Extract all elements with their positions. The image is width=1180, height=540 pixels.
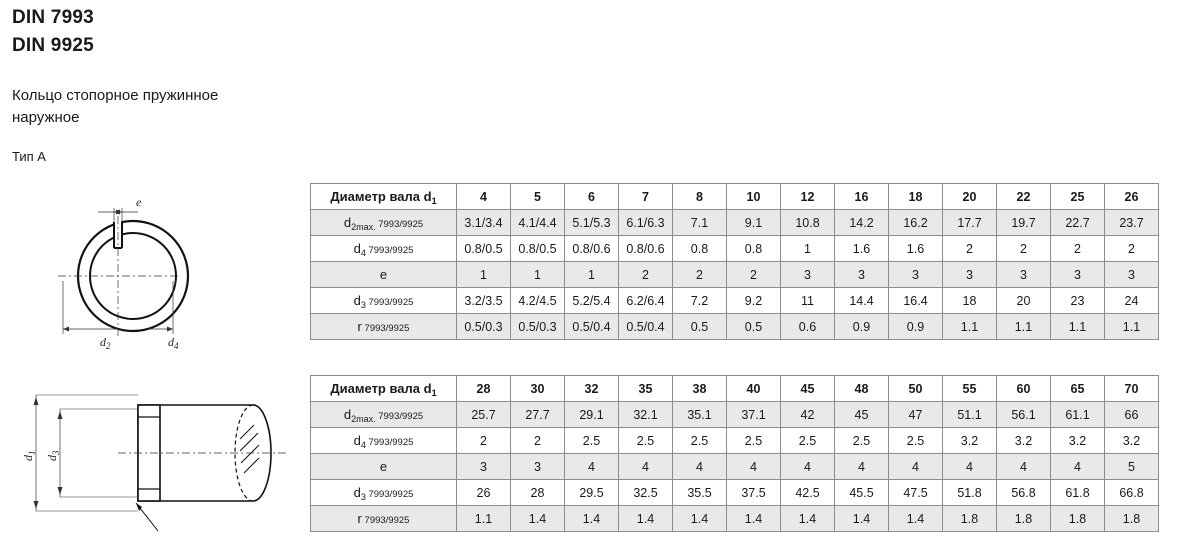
- table-cell: 1: [511, 262, 565, 288]
- table-row: [311, 480, 1159, 506]
- table-cell: 0.9: [889, 314, 943, 340]
- table-cell: 32.5: [619, 480, 673, 506]
- table-cell: 3.2: [943, 428, 997, 454]
- shaft-section-drawing: [18, 375, 298, 535]
- retaining-ring-front-view-drawing: [18, 186, 298, 366]
- table-cell: 0.8: [673, 236, 727, 262]
- table-cell: 10.8: [781, 210, 835, 236]
- table-cell: 61.1: [1051, 402, 1105, 428]
- table-cell: 24: [1105, 288, 1159, 314]
- table-cell: 5.2/5.4: [565, 288, 619, 314]
- table-header-cell: 32: [565, 376, 619, 402]
- table-cell: 66: [1105, 402, 1159, 428]
- table-header-cell: 26: [1105, 184, 1159, 210]
- table-header-cell: 16: [835, 184, 889, 210]
- table-cell: 1.4: [835, 506, 889, 532]
- table-cell: 18: [943, 288, 997, 314]
- table-cell: 0.6: [781, 314, 835, 340]
- table-cell: 2: [619, 262, 673, 288]
- table-cell: 2: [1105, 236, 1159, 262]
- table-row: [311, 236, 1159, 262]
- table-cell: 3.2: [1105, 428, 1159, 454]
- table-row: [311, 184, 1159, 210]
- table-cell: 2: [673, 262, 727, 288]
- table-cell: 26: [457, 480, 511, 506]
- table-cell: 25.7: [457, 402, 511, 428]
- table-cell: 6.1/6.3: [619, 210, 673, 236]
- table-cell: 3: [997, 262, 1051, 288]
- table-header-cell: 25: [1051, 184, 1105, 210]
- table-cell: 29.1: [565, 402, 619, 428]
- table-cell: 17.7: [943, 210, 997, 236]
- table-cell: 3.1/3.4: [457, 210, 511, 236]
- table-cell: 2.5: [727, 428, 781, 454]
- table-cell: 3: [1051, 262, 1105, 288]
- table-cell: 5.1/5.3: [565, 210, 619, 236]
- standard-title-2: DIN 9925: [12, 34, 94, 56]
- table-row: [311, 210, 1159, 236]
- table-cell: 32.1: [619, 402, 673, 428]
- table-header-cell: 6: [565, 184, 619, 210]
- table-cell: 37.1: [727, 402, 781, 428]
- table-cell: 3: [511, 454, 565, 480]
- table-cell: 1.1: [1105, 314, 1159, 340]
- row-label-d3: $d_3$ 7993/9925: [311, 480, 457, 506]
- table-header-cell: 30: [511, 376, 565, 402]
- table-cell: 1.4: [727, 506, 781, 532]
- table-cell: 2: [1051, 236, 1105, 262]
- table-header-cell: 55: [943, 376, 997, 402]
- table-row: [311, 428, 1159, 454]
- row-label-r: r 7993/9925: [311, 314, 457, 340]
- table-cell: 47: [889, 402, 943, 428]
- table-header-cell: 7: [619, 184, 673, 210]
- table-row: [311, 262, 1159, 288]
- table-cell: 3: [889, 262, 943, 288]
- table-row: [311, 314, 1159, 340]
- row-label-e: e: [311, 262, 457, 288]
- table-cell: 1.1: [1051, 314, 1105, 340]
- table-large-diameters: [310, 375, 1159, 532]
- table-cell: 0.8/0.6: [565, 236, 619, 262]
- table-cell: 0.5/0.4: [619, 314, 673, 340]
- row-label-d3: $d_3$ 7993/9925: [311, 288, 457, 314]
- label-e: e: [136, 195, 142, 209]
- table-cell: 1.4: [511, 506, 565, 532]
- label-d4: $d_4$: [168, 335, 179, 351]
- table-cell: 1.1: [943, 314, 997, 340]
- table-cell: 2.5: [673, 428, 727, 454]
- table-cell: 7.1: [673, 210, 727, 236]
- table-cell: 1.8: [943, 506, 997, 532]
- shaft-section-svg: [18, 375, 298, 535]
- table-cell: 37.5: [727, 480, 781, 506]
- table-cell: 4: [619, 454, 673, 480]
- table-cell: 2: [727, 262, 781, 288]
- table-cell: 16.4: [889, 288, 943, 314]
- table-cell: 5: [1105, 454, 1159, 480]
- row-label-d2max: $d_{2max.}$ 7993/9925: [311, 210, 457, 236]
- table-header-cell: 45: [781, 376, 835, 402]
- type-label: Тип А: [12, 148, 46, 164]
- table-cell: 2: [457, 428, 511, 454]
- table-cell: 0.8: [727, 236, 781, 262]
- table-cell: 4: [727, 454, 781, 480]
- table-cell: 45.5: [835, 480, 889, 506]
- table-cell: 16.2: [889, 210, 943, 236]
- document-header: [12, 4, 312, 164]
- label-d3: $d_3$: [45, 450, 61, 461]
- table-header-cell: 38: [673, 376, 727, 402]
- table-header-cell: 35: [619, 376, 673, 402]
- table-cell: 4: [889, 454, 943, 480]
- table-cell: 1: [565, 262, 619, 288]
- table-cell: 1.4: [781, 506, 835, 532]
- table-cell: 2.5: [781, 428, 835, 454]
- table-cell: 1.8: [997, 506, 1051, 532]
- table-cell: 0.5/0.3: [457, 314, 511, 340]
- table-cell: 1.6: [889, 236, 943, 262]
- table-cell: 0.5/0.3: [511, 314, 565, 340]
- table-header-cell: 20: [943, 184, 997, 210]
- table-cell: 11: [781, 288, 835, 314]
- row-label-d2max: $d_{2max.}$ 7993/9925: [311, 402, 457, 428]
- table-cell: 1.4: [565, 506, 619, 532]
- table-cell: 6.2/6.4: [619, 288, 673, 314]
- table-cell: 4: [997, 454, 1051, 480]
- table-cell: 56.8: [997, 480, 1051, 506]
- subtitle-line-1: Кольцо стопорное пружинное: [12, 87, 219, 105]
- table-cell: 1: [457, 262, 511, 288]
- label-d1: $d_1$: [21, 450, 37, 461]
- table-header-cell: 40: [727, 376, 781, 402]
- table-header-cell: 65: [1051, 376, 1105, 402]
- table-cell: 2.5: [619, 428, 673, 454]
- table-cell: 1.4: [619, 506, 673, 532]
- table-header-cell: 4: [457, 184, 511, 210]
- table-cell: 3.2: [997, 428, 1051, 454]
- table-cell: 4: [1051, 454, 1105, 480]
- table-cell: 1.8: [1051, 506, 1105, 532]
- table-cell: 14.2: [835, 210, 889, 236]
- table-cell: 4: [673, 454, 727, 480]
- table-cell: 66.8: [1105, 480, 1159, 506]
- table-header-cell: 70: [1105, 376, 1159, 402]
- table-cell: 0.9: [835, 314, 889, 340]
- table-cell: 23: [1051, 288, 1105, 314]
- table-cell: 23.7: [1105, 210, 1159, 236]
- table-cell: 4: [565, 454, 619, 480]
- table-cell: 35.5: [673, 480, 727, 506]
- table-cell: 3: [457, 454, 511, 480]
- table-cell: 19.7: [997, 210, 1051, 236]
- table-cell: 42: [781, 402, 835, 428]
- table-cell: 7.2: [673, 288, 727, 314]
- table-cell: 0.8/0.5: [457, 236, 511, 262]
- table-cell: 27.7: [511, 402, 565, 428]
- row-label-r: r 7993/9925: [311, 506, 457, 532]
- table-cell: 4: [943, 454, 997, 480]
- table-cell: 0.5: [727, 314, 781, 340]
- table-cell: 1.1: [997, 314, 1051, 340]
- table-cell: 56.1: [997, 402, 1051, 428]
- table-cell: 28: [511, 480, 565, 506]
- table-cell: 42.5: [781, 480, 835, 506]
- table-cell: 1.4: [673, 506, 727, 532]
- table-header-cell: 28: [457, 376, 511, 402]
- table-cell: 0.8/0.6: [619, 236, 673, 262]
- table-cell: 45: [835, 402, 889, 428]
- table-cell: 51.8: [943, 480, 997, 506]
- table-cell: 4: [781, 454, 835, 480]
- label-d2: $d_2$: [100, 335, 111, 351]
- table-small-diameters: [310, 183, 1159, 340]
- table-cell: 0.8/0.5: [511, 236, 565, 262]
- table-cell: 1.8: [1105, 506, 1159, 532]
- table-header-cell: 5: [511, 184, 565, 210]
- table-cell: 2.5: [889, 428, 943, 454]
- row-label-d4: $d_4$ 7993/9925: [311, 428, 457, 454]
- table-row: [311, 506, 1159, 532]
- table-cell: 4.2/4.5: [511, 288, 565, 314]
- table-cell: 3: [943, 262, 997, 288]
- table-row: [311, 402, 1159, 428]
- subtitle-line-2: наружное: [12, 108, 80, 126]
- table-header-cell: 60: [997, 376, 1051, 402]
- table-cell: 2.5: [565, 428, 619, 454]
- table-cell: 0.5: [673, 314, 727, 340]
- table-cell: 2: [997, 236, 1051, 262]
- table-cell: 1.1: [457, 506, 511, 532]
- table-cell: 3: [1105, 262, 1159, 288]
- table-header-label: Диаметр вала $d_1$: [311, 376, 457, 402]
- table-cell: 1.4: [889, 506, 943, 532]
- table-header-cell: 8: [673, 184, 727, 210]
- table-cell: 9.2: [727, 288, 781, 314]
- table-header-cell: 12: [781, 184, 835, 210]
- table-cell: 61.8: [1051, 480, 1105, 506]
- table-cell: 2: [943, 236, 997, 262]
- row-label-d4: $d_4$ 7993/9925: [311, 236, 457, 262]
- table-header-label: Диаметр вала $d_1$: [311, 184, 457, 210]
- table-cell: 9.1: [727, 210, 781, 236]
- table-cell: 1.6: [835, 236, 889, 262]
- table-cell: 51.1: [943, 402, 997, 428]
- table-cell: 3.2/3.5: [457, 288, 511, 314]
- table-header-cell: 48: [835, 376, 889, 402]
- table-cell: 2: [511, 428, 565, 454]
- table-cell: 1: [781, 236, 835, 262]
- table-cell: 47.5: [889, 480, 943, 506]
- table-row: [311, 376, 1159, 402]
- table-cell: 4.1/4.4: [511, 210, 565, 236]
- standard-title-1: DIN 7993: [12, 7, 94, 28]
- table-cell: 14.4: [835, 288, 889, 314]
- table-header-cell: 22: [997, 184, 1051, 210]
- table-cell: 22.7: [1051, 210, 1105, 236]
- table-cell: 0.5/0.4: [565, 314, 619, 340]
- table-cell: 4: [835, 454, 889, 480]
- table-cell: 29.5: [565, 480, 619, 506]
- table-header-cell: 18: [889, 184, 943, 210]
- table-cell: 3: [781, 262, 835, 288]
- table-cell: 3: [835, 262, 889, 288]
- row-label-e: e: [311, 454, 457, 480]
- table-row: [311, 288, 1159, 314]
- table-cell: 2.5: [835, 428, 889, 454]
- table-header-cell: 50: [889, 376, 943, 402]
- table-header-cell: 10: [727, 184, 781, 210]
- table-cell: 20: [997, 288, 1051, 314]
- table-cell: 35.1: [673, 402, 727, 428]
- front-view-svg: [18, 186, 298, 366]
- table-row: [311, 454, 1159, 480]
- table-cell: 3.2: [1051, 428, 1105, 454]
